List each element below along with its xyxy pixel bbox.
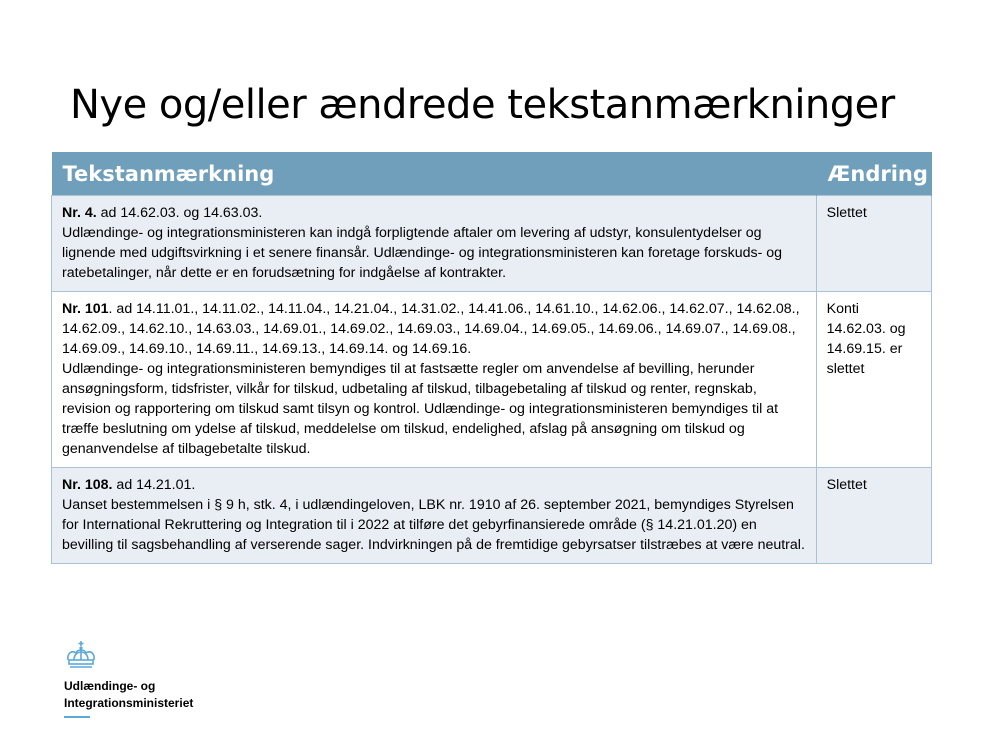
logo-text-line-2: Integrationsministeriet: [64, 696, 194, 710]
annotation-reference: . ad 14.11.01., 14.11.02., 14.11.04., 14.21.04., 14.31.02., 14.41.06., 14.61.10., 14.62.06., 14.62.07., 14.62.08., 14.62.09., 14.62.10., 14.63.03., 14.69.01., 14.69.02., 14.69.03., 14.69.04., 14.69.05., 14.69.06., 14.69.07., 14.69.08., 14.69.09., 14.69.10., 14.69.11., 14.69.13., 14.69.14. og 14.69.16.: [62, 301, 800, 357]
ministry-logo: [64, 640, 193, 718]
annotation-cell: [52, 468, 817, 564]
annotation-number: Nr. 101: [62, 301, 109, 317]
annotation-number: Nr. 108.: [62, 477, 113, 493]
annotation-reference: ad 14.21.01.: [112, 477, 196, 493]
header-aendring: Ændring: [816, 152, 931, 196]
page-title: Nye og/eller ændrede tekstanmærkninger: [70, 82, 895, 128]
change-cell: Slettet: [816, 196, 931, 292]
table-row: [52, 196, 932, 292]
change-cell: Konti 14.62.03. og 14.69.15. er slettet: [816, 292, 931, 468]
annotation-cell: [52, 292, 817, 468]
annotation-cell: [52, 196, 817, 292]
annotations-table: [51, 152, 932, 564]
logo-accent-rule: [64, 716, 90, 718]
annotation-body: Udlændinge- og integrationsministeren bemyndiges til at fastsætte regler om anvendelse af bevilling, herunder ansøgningsform, tidsfrister, vilkår for tilskud, udbetaling af tilskud, tilbagebetaling af tilskud og renter, regnskab, revision og rapportering om tilskud samt tilsyn og kontrol. Udlændinge- og integrationsministeren bemyndiges til at træffe beslutning om ydelse af tilskud, meddelelse om tilskud, endelighed, afslag på ansøgning om tilskud og genanvendelse af tilbagebetalte tilskud.: [62, 361, 779, 457]
header-tekstanmaerkning: Tekstanmærkning: [52, 152, 817, 196]
annotation-reference: ad 14.62.03. og 14.63.03.: [96, 205, 263, 221]
logo-text-line-1: Udlændinge- og: [64, 679, 156, 693]
table-row: [52, 468, 932, 564]
annotation-body: Uanset bestemmelsen i § 9 h, stk. 4, i udlændingeloven, LBK nr. 1910 af 26. september 2021, bemyndiges Styrelsen for International Rekruttering og Integration til i 2022 at tilføre det gebyrfinansierede område (§ 14.21.01.20) en bevilling til sagsbehandling af verserende sager. Indvirkningen på de fremtidige gebyrsatser tilstræbes at være neutral.: [62, 497, 805, 553]
crown-icon: [64, 640, 98, 670]
table-header-row: [52, 152, 932, 196]
annotation-number: Nr. 4.: [62, 205, 97, 221]
table-row: [52, 292, 932, 468]
change-cell: Slettet: [816, 468, 931, 564]
annotation-body: Udlændinge- og integrationsministeren kan indgå forpligtende aftaler om levering af udstyr, konsulentydelser og lignende med udgiftsvirkning i et senere finansår. Udlændinge- og integrationsministeren kan foretage forskuds- og ratebetalinger, når dette er en forudsætning for indgåelse af kontrakter.: [62, 225, 783, 281]
